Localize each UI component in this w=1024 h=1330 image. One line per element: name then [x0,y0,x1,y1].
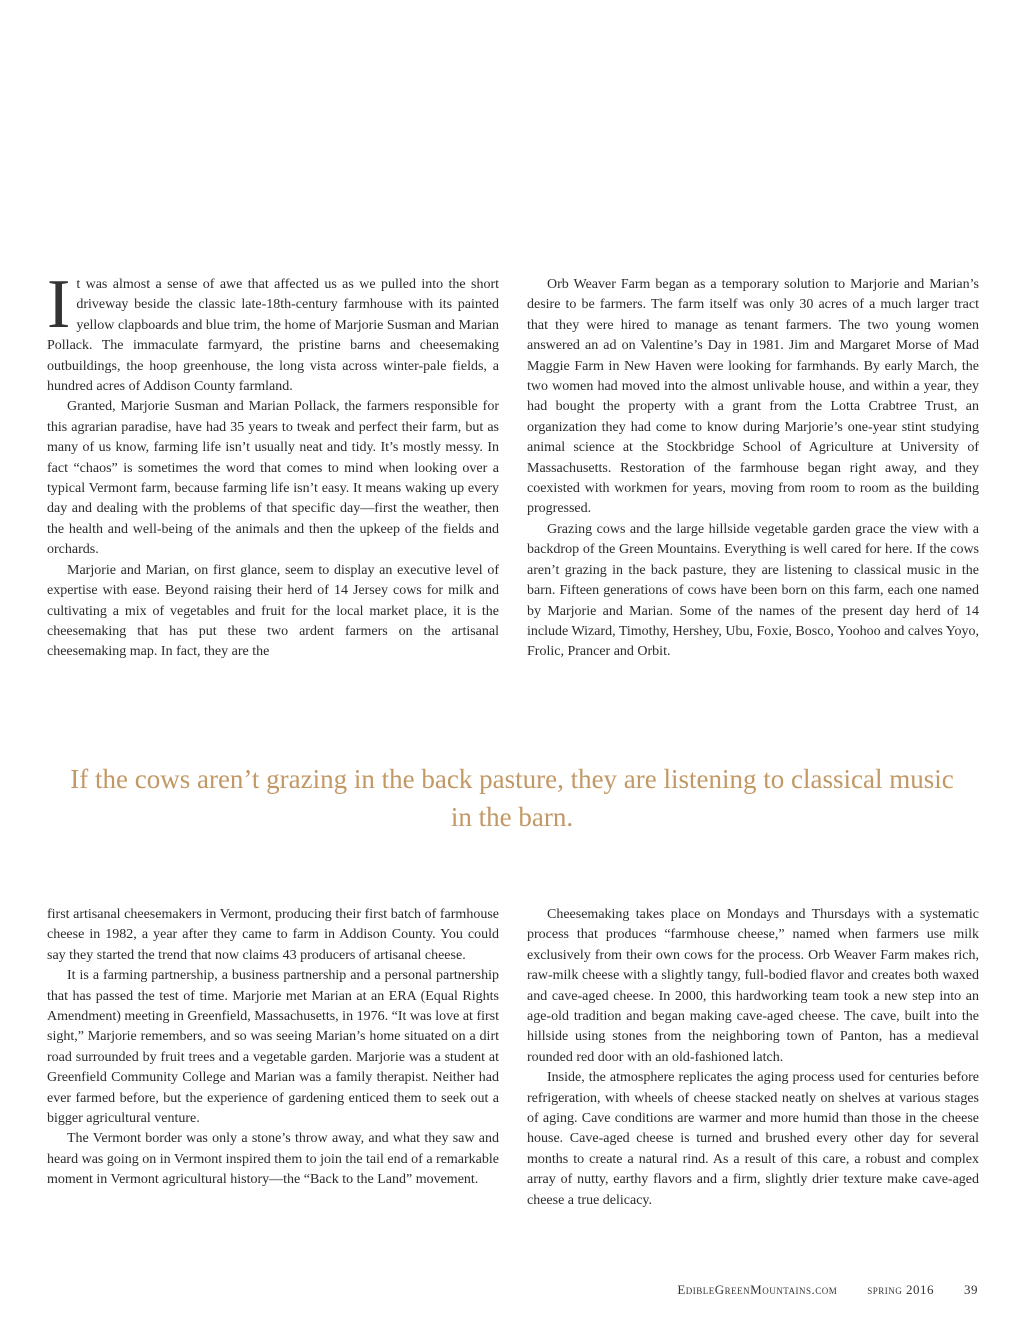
article-paragraph: It is a farming partnership, a business partnership and a personal partnership that has passed the test of time. Marjorie met Marian at an ERA (Equal Rights Amendment) meeting in Greenfield, Massachusetts, in 1976. “It was love at first sight,” Marjorie remembers, and so was seeing Marian’s home situated on a dirt road surrounded by fruit trees and a vegetable garden. Marjorie was a student at Greenfield Community College and Marian was a family therapist. Neither had ever farmed before, but the experience of gardening enticed them to seek out a bigger agricultural venture. [47,968,499,1127]
article-paragraph: Marjorie and Marian, on first glance, seem to display an executive level of expertise with ease. Beyond raising their herd of 14 Jersey cows for milk and cultivating a mix of vegetables and fruit for the local market place, it is the cheesemaking that has put these two ardent farmers on the artisanal cheesemaking map. In fact, they are the [47,562,499,660]
footer-issue: spring 2016 [867,1282,934,1297]
article-paragraph: Inside, the atmosphere replicates the aging process used for centuries before refrigeration, with wheels of cheese stacked neatly on shelves at various stages of aging. Cave conditions are warmer and more humid than those in the cheese house. Cave-aged cheese is turned and brushed every other day for several months to create a natural rind. As a result of this care, a robust and complex array of nutty, earthy flavors and a firm, slightly drier texture make cave-aged cheese a true delicacy. [527,1070,979,1208]
footer-site: EdibleGreenMountains.com [677,1282,838,1297]
article-paragraph: The Vermont border was only a stone’s throw away, and what they saw and heard was going on in Vermont inspired them to join the tail end of a remarkable moment in Vermont agricultural history—the “Back to the Land” movement. [47,1131,499,1188]
article-column-top-left [47,266,499,663]
article-paragraph: first artisanal cheesemakers in Vermont, producing their first batch of farmhouse cheese in 1982, a year after they came to farm in Addison County. You could say they started the trend that now claims 43 producers of artisanal cheese. [47,907,499,963]
paragraph-text: t was almost a sense of awe that affected us as we pulled into the short driveway beside the classic late-18th-century farmhouse with its painted yellow clapboards and blue trim, the home of Marjorie Susman and Marian Pollack. The immaculate farmyard, the pristine barns and cheesemaking outbuildings, the hoop greenhouse, the long vista across winter-pale fields, a hundred acres of Addison County farmland. [47,277,499,395]
page-footer [677,1282,978,1298]
drop-cap: I [47,266,71,343]
article-paragraph: Granted, Marjorie Susman and Marian Pollack, the farmers responsible for this agrarian paradise, have had 35 years to tweak and perfect their farm, but as many of us know, farming life isn’t usually neat and tidy. It’s mostly messy. In fact “chaos” is sometimes the word that comes to mind when looking over a typical Vermont farm, because farming life isn’t easy. It means waking up every day and dealing with the problems of that specific day—first the weather, then the health and well-being of the animals and then the upkeep of the fields and orchards. [47,399,499,558]
page-number: 39 [964,1282,978,1297]
article-paragraph: Orb Weaver Farm began as a temporary solution to Marjorie and Marian’s desire to be farmers. The farm itself was only 30 acres of a much larger tract that they were hired to manage as tenant farmers. The two young women answered an ad on Valentine’s Day in 1981. Jim and Margaret Morse of Mad Maggie Farm in New Haven were looking for farmhands. By early March, the two women had moved into the almost unlivable house, and within a year, they had bought the property with a grant from the Lotta Crabtree Trust, an organization they had come to know during Marjorie’s one-year stint studying animal science at the Stockbridge School of Agriculture at University of Massachusetts. Restoration of the farmhouse began right away, and they coexisted with workmen for years, moving from room to room as the building progressed. [527,277,979,517]
pull-quote: If the cows aren’t grazing in the back pasture, they are listening to classical music in the barn. [70,764,954,832]
article-column-bottom-right [527,905,979,1211]
article-column-top-right [527,275,979,663]
article-paragraph: Grazing cows and the large hillside vegetable garden grace the view with a backdrop of the Green Mountains. Everything is well cared for here. If the cows aren’t grazing in the back pasture, they are listening to classical music in the barn. Fifteen generations of cows have been born on this farm, each one named by Marjorie and Marian. Some of the names of the present day herd of 14 include Wizard, Timothy, Hershey, Ubu, Foxie, Bosco, Yoohoo and calves Yoyo, Frolic, Prancer and Orbit. [527,521,979,660]
article-column-bottom-left [47,905,499,1191]
article-paragraph: Cheesemaking takes place on Mondays and Thursdays with a systematic process that produces “farmhouse cheese,” named when farmers use milk exclusively from their own cows for the process. Orb Weaver Farm makes rich, raw-milk cheese with a slightly tangy, full-bodied flavor and creates both waxed and cave-aged cheese. In 2000, this hardworking team took a new step into an age-old tradition and began making cave-aged cheese. The cave, built into the hillside using stones from the neighboring town of Panton, has a medieval rounded red door with an old-fashioned latch. [527,907,979,1065]
article-paragraph [47,266,499,397]
